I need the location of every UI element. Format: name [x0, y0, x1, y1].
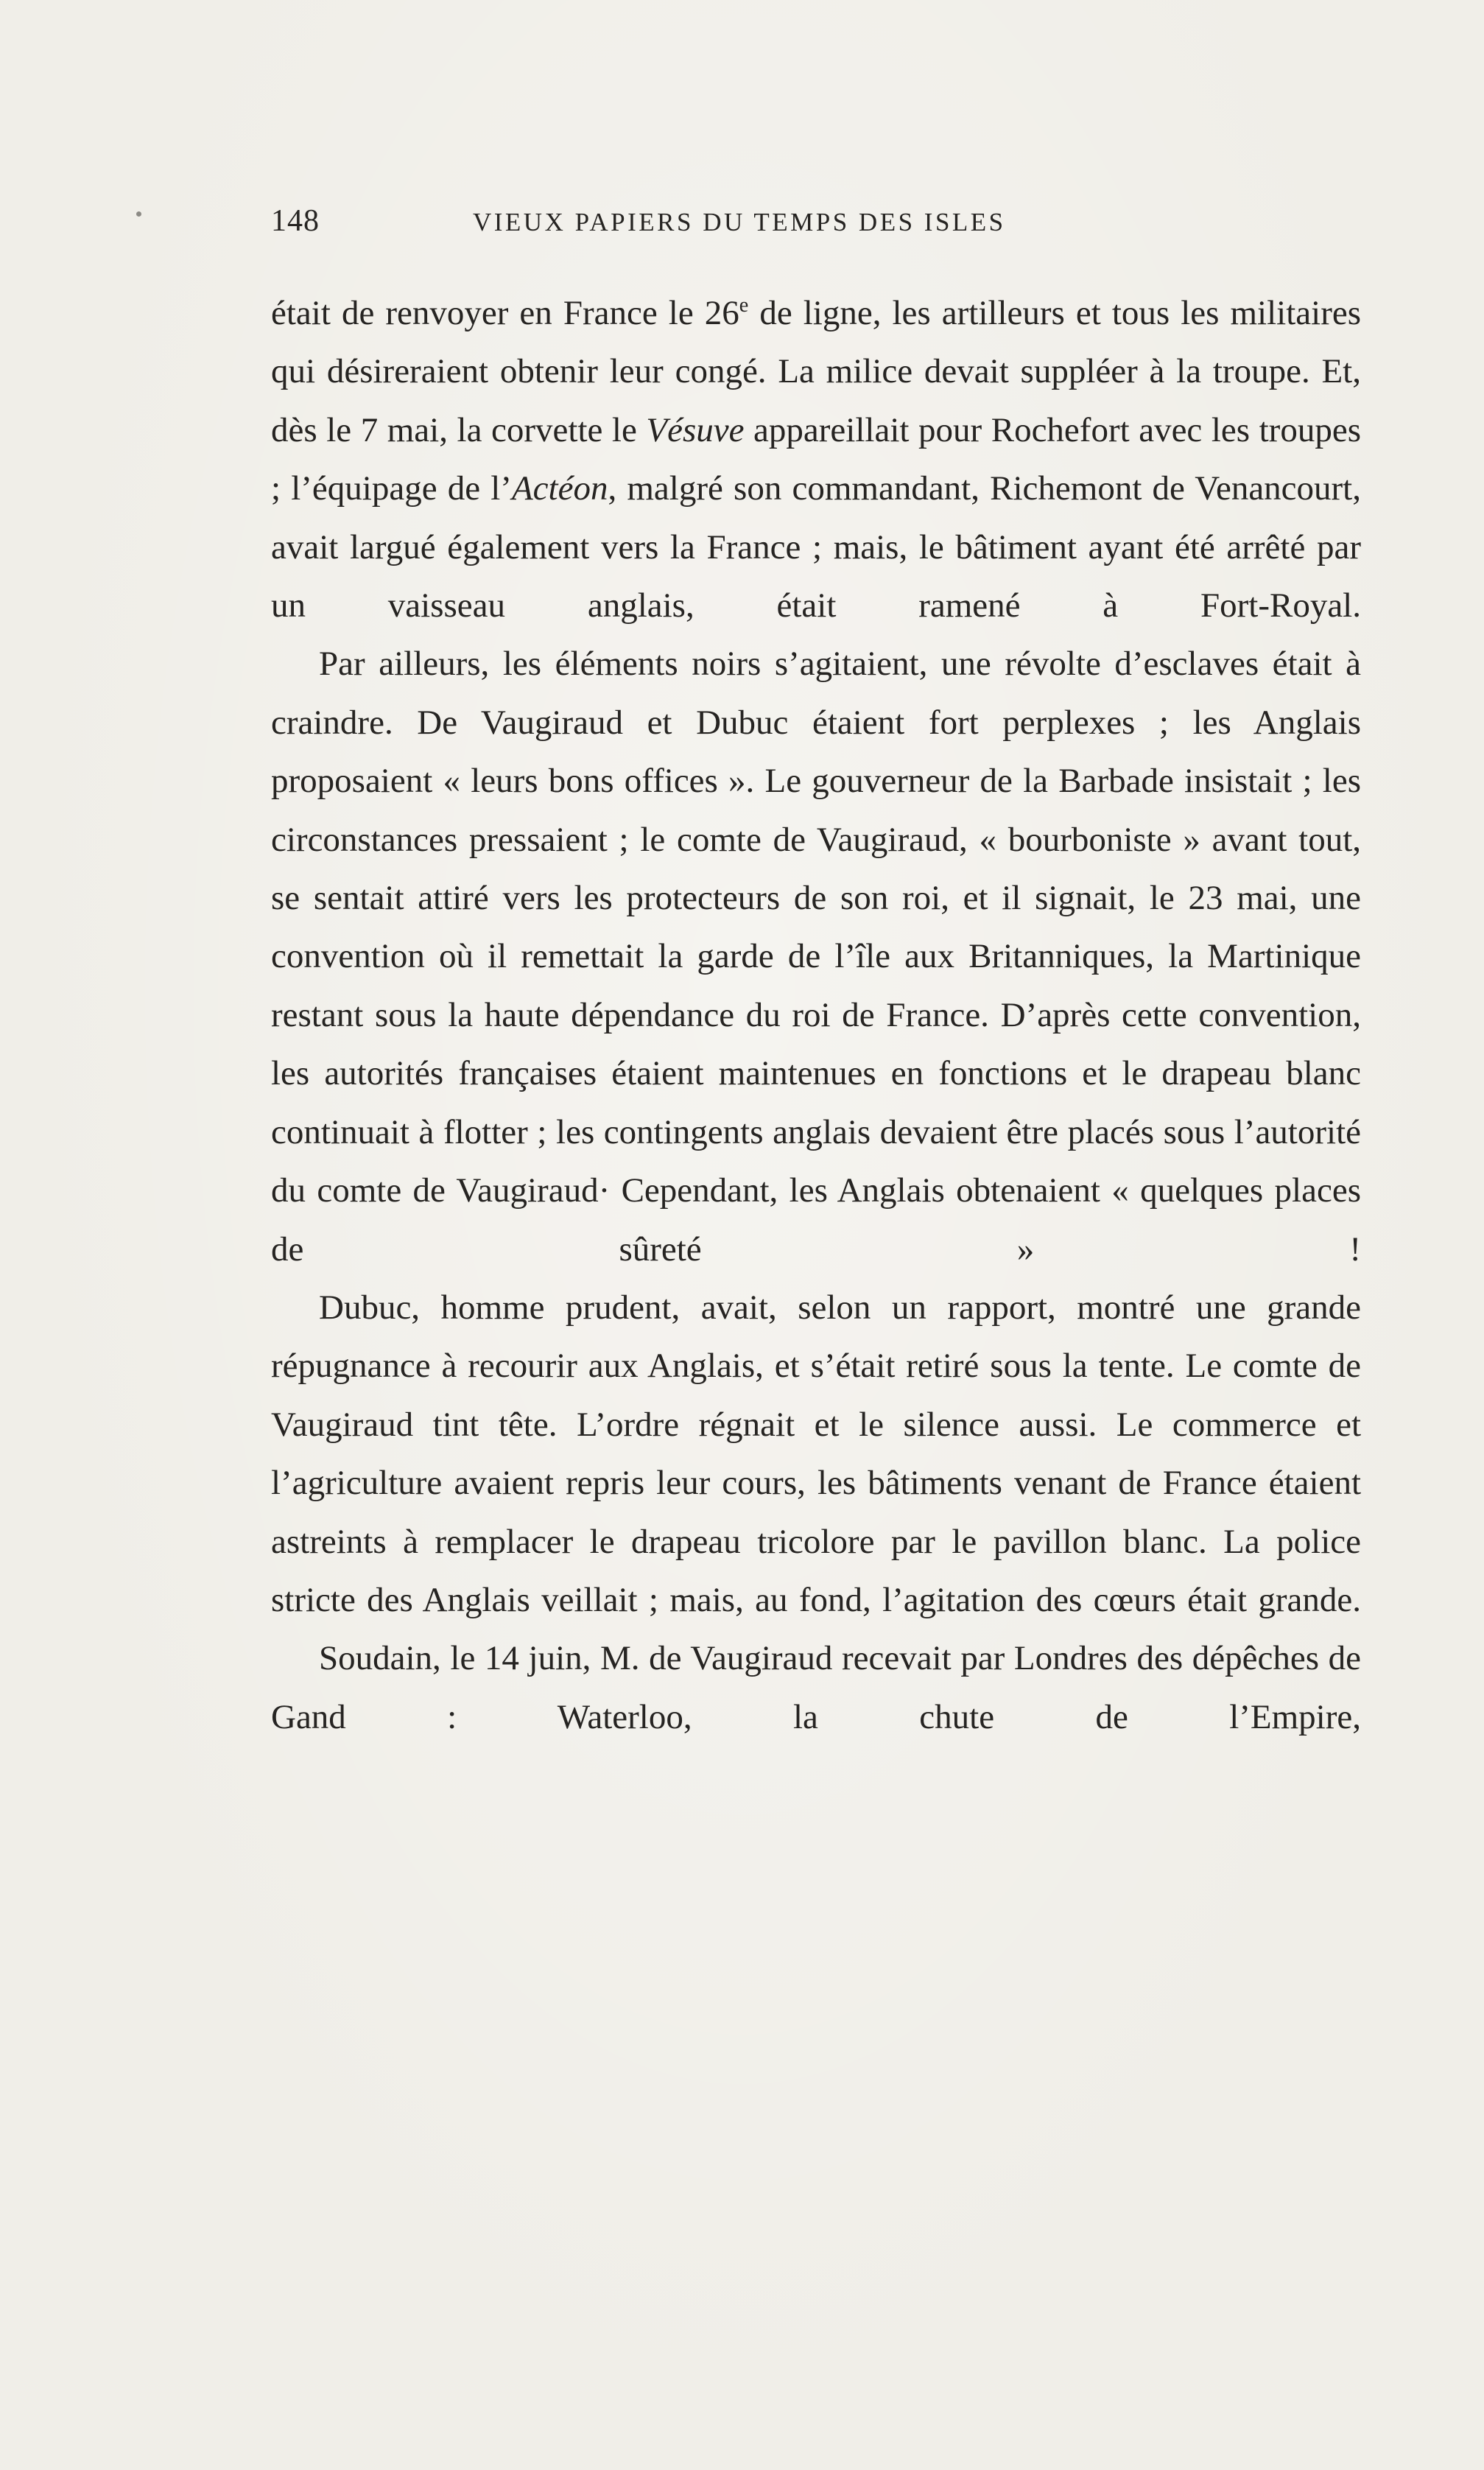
paragraph-4: Soudain, le 14 juin, M. de Vaugiraud recevait par Londres des dépêches de Gand : Waterloo, la chute de l’Empire,	[271, 1639, 1361, 1736]
paragraph-2: Par ailleurs, les éléments noirs s’agitaient, une révolte d’esclaves était à craindre. De Vaugiraud et Dubuc étaient fort perplexes ; les Anglais proposaient « leurs bons offices ». Le gouverneur de la Barbade insistait ; les circonstances pressaient ; le comte de Vaugiraud, « bourboniste » avant tout, se sentait attiré vers les protecteurs de son roi, et il signait, le 23 mai, une convention où il remettait la garde de l’île aux Britanniques, la Martinique restant sous la haute dépendance du roi de France. D’après cette convention, les autorités françaises étaient maintenues en fonctions et le drapeau blanc continuait à flotter ; les contingents anglais devaient être placés sous l’autorité du comte de Vaugiraud· Cependant, les Anglais obtenaient « quelques places de sûreté » !	[271, 645, 1361, 1269]
ship-name-vesuve: Vésuve	[646, 410, 745, 449]
margin-speck	[136, 211, 141, 217]
page-header	[271, 200, 1361, 252]
paragraph-3: Dubuc, homme prudent, avait, selon un rapport, montré une grande répugnance à recourir aux Anglais, et s’était retiré sous la tente. Le comte de Vaugiraud tint tête. L’ordre régnait et le silence aussi. Le commerce et l’agriculture avaient repris leur cours, les bâtiments venant de France étaient astreints à remplacer le drapeau tricolore par le pavillon blanc. La police stricte des Anglais veillait ; mais, au fond, l’agitation des cœurs était grande.	[271, 1288, 1361, 1619]
paragraph-1: était de renvoyer en France le 26e de ligne, les artilleurs et tous les militaires qui désireraient obtenir leur congé. La milice devait suppléer à la troupe. Et, dès le 7 mai, la corvette le Vésuve appareillait pour Rochefort avec les troupes ; l’équipage de l’Actéon, malgré son commandant, Richemont de Venancourt, avait largué également vers la France ; mais, le bâtiment ayant été arrêté par un vaisseau anglais, était ramené à Fort-Royal.	[271, 294, 1362, 625]
page-number: 148	[271, 204, 320, 238]
ship-name-acteon: Actéon	[511, 469, 608, 508]
body-text	[271, 284, 1361, 1747]
running-title: VIEUX PAPIERS DU TEMPS DES ISLES	[473, 208, 1006, 236]
superscript-e: e	[739, 294, 749, 317]
